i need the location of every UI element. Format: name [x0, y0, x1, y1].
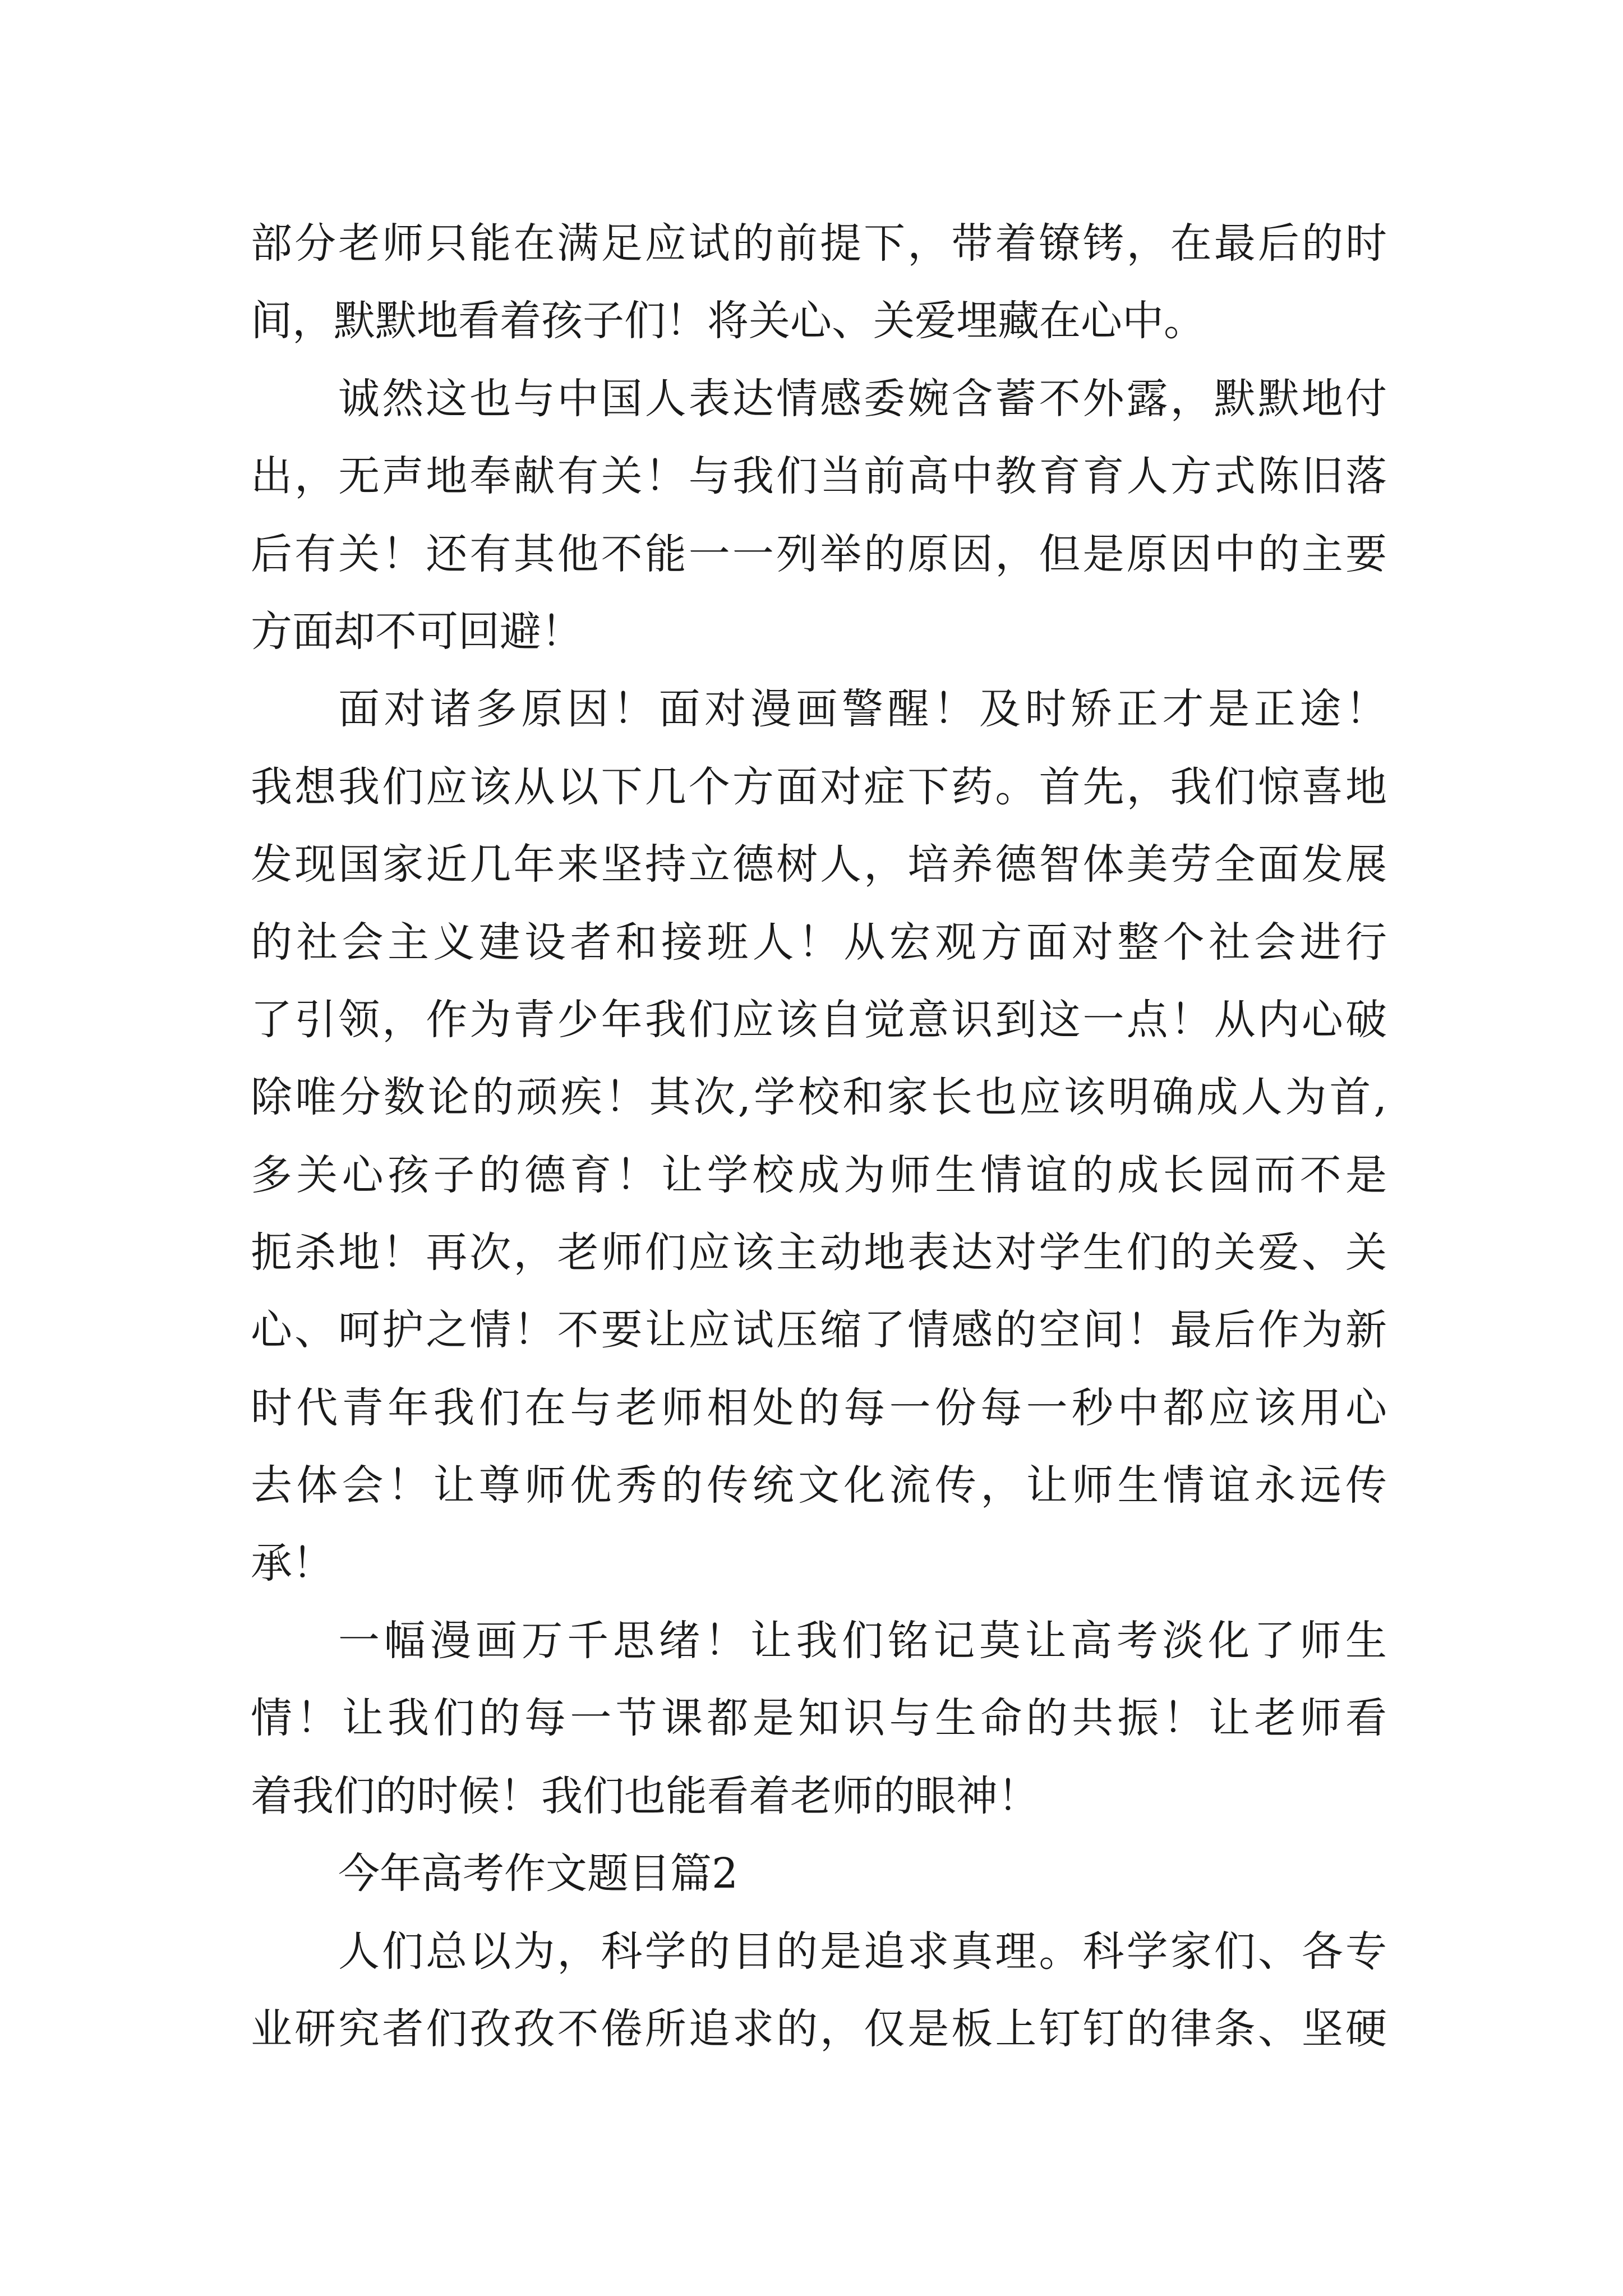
heading-line: 今年高考作文题目篇2 [338, 1849, 739, 1898]
text-line: 除唯分数论的顽疾！其次,学校和家长也应该明确成人为首, [251, 1073, 1387, 1122]
text-line: 了引领，作为青少年我们应该自觉意识到这一点！从内心破 [251, 995, 1387, 1044]
text-line: 心、呵护之情！不要让应试压缩了情感的空间！最后作为新 [251, 1306, 1387, 1355]
text-line: 我想我们应该从以下几个方面对症下药。首先，我们惊喜地 [251, 762, 1387, 811]
paragraph-continues [251, 1913, 1387, 2068]
text-line: 面对诸多原因！面对漫画警醒！及时矫正才是正途！ [338, 685, 1387, 734]
text-line: 部分老师只能在满足应试的前提下，带着镣铐，在最后的时 [251, 219, 1387, 268]
text-line: 方面却不可回避！ [251, 607, 583, 656]
paragraph [251, 1602, 1387, 1835]
text-line: 扼杀地！再次，老师们应该主动地表达对学生们的关爱、关 [251, 1228, 1387, 1277]
text-line: 的社会主义建设者和接班人！从宏观方面对整个社会进行 [251, 918, 1387, 967]
text-line: 后有关！还有其他不能一一列举的原因，但是原因中的主要 [251, 530, 1387, 578]
paragraph-continued [251, 205, 1387, 360]
text-line: 人们总以为，科学的目的是追求真理。科学家们、各专 [338, 1927, 1387, 1976]
text-line: 着我们的时候！我们也能看着老师的眼神！ [251, 1772, 1039, 1820]
text-line: 间，默默地看着孩子们！将关心、关爱埋藏在心中。 [251, 297, 1205, 346]
text-line: 承！ [251, 1539, 334, 1588]
text-line: 去体会！让尊师优秀的传统文化流传，让师生情谊永远传 [251, 1461, 1387, 1510]
text-line: 情！让我们的每一节课都是知识与生命的共振！让老师看 [251, 1694, 1387, 1743]
text-line: 诚然这也与中国人表达情感委婉含蓄不外露，默默地付 [338, 374, 1387, 423]
section-heading [251, 1835, 1387, 1912]
text-line: 时代青年我们在与老师相处的每一份每一秒中都应该用心 [251, 1383, 1387, 1432]
text-line: 多关心孩子的德育！让学校成为师生情谊的成长园而不是 [251, 1151, 1387, 1199]
paragraph [251, 670, 1387, 1602]
text-line: 发现国家近几年来坚持立德树人，培养德智体美劳全面发展 [251, 840, 1387, 889]
paragraph [251, 360, 1387, 671]
body-text [251, 205, 1387, 2068]
text-line: 业研究者们孜孜不倦所追求的，仅是板上钉钉的律条、坚硬 [251, 2004, 1387, 2053]
text-line: 出，无声地奉献有关！与我们当前高中教育育人方式陈旧落 [251, 452, 1387, 501]
text-line: 一幅漫画万千思绪！让我们铭记莫让高考淡化了师生 [338, 1617, 1387, 1665]
